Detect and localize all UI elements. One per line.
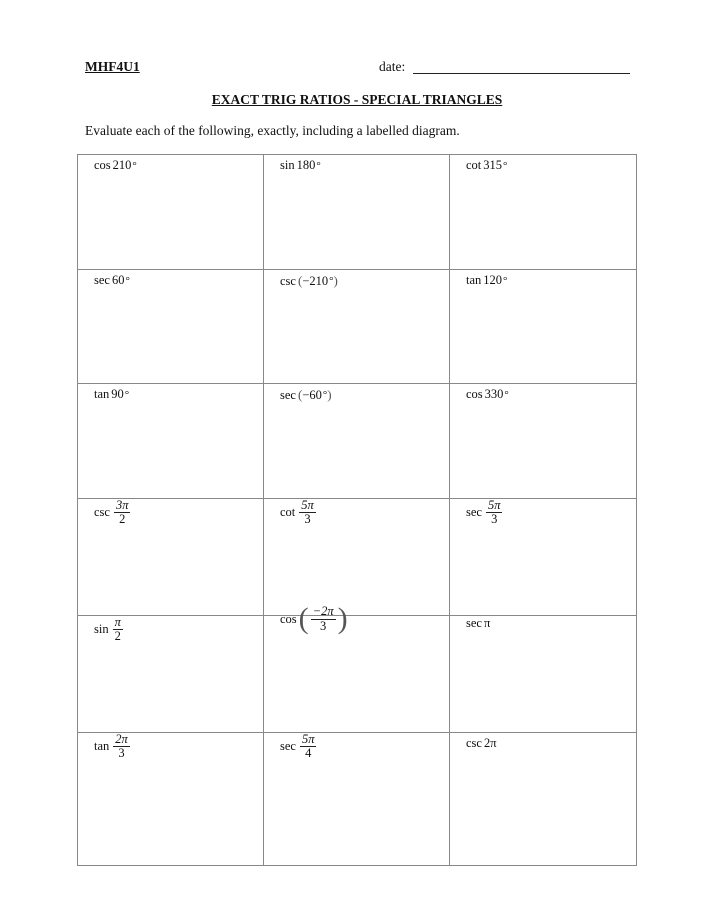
fraction	[113, 733, 130, 760]
denominator: 2	[119, 512, 126, 527]
problem-row	[78, 155, 636, 270]
answer-cell[interactable]	[78, 616, 264, 732]
trig-function: cos	[94, 158, 111, 172]
trig-expression	[94, 273, 130, 288]
close-paren: )	[327, 387, 332, 402]
answer-cell[interactable]	[264, 270, 450, 383]
trig-function: cot	[280, 505, 296, 520]
trig-expression	[466, 499, 504, 526]
trig-function: tan	[94, 739, 110, 754]
answer-cell[interactable]	[450, 733, 636, 865]
answer-cell[interactable]	[264, 499, 450, 615]
fraction	[486, 499, 503, 526]
trig-expression	[466, 273, 507, 288]
trig-function: cos	[466, 387, 483, 401]
problem-row	[78, 733, 636, 865]
trig-expression	[466, 387, 509, 402]
instructions: Evaluate each of the following, exactly, including a labelled diagram.	[85, 123, 460, 138]
problem-grid	[77, 154, 637, 866]
denominator: 2	[114, 629, 121, 644]
answer-cell[interactable]	[450, 384, 636, 498]
degree-symbol: °	[316, 159, 321, 172]
argument: 60	[111, 273, 125, 287]
trig-function: sec	[466, 616, 482, 630]
numerator: π	[114, 615, 121, 629]
fraction	[113, 616, 123, 643]
degree-symbol: °	[124, 388, 130, 401]
close-paren: )	[337, 602, 348, 635]
degree-symbol: °	[329, 275, 334, 287]
answer-cell[interactable]	[264, 155, 450, 269]
denominator: 3	[491, 512, 498, 527]
trig-expression	[466, 616, 490, 631]
argument: π	[483, 616, 491, 630]
trig-expression	[280, 604, 348, 634]
trig-expression	[280, 273, 338, 289]
trig-function: csc	[94, 505, 110, 520]
denominator: 3	[304, 512, 311, 527]
open-paren: (	[297, 273, 303, 288]
answer-cell[interactable]	[264, 384, 450, 498]
trig-function: sec	[280, 387, 296, 402]
denominator: 3	[118, 746, 125, 761]
answer-cell[interactable]	[450, 155, 636, 269]
date-label: date:	[379, 59, 406, 74]
answer-cell[interactable]	[78, 270, 264, 383]
argument: 315	[483, 158, 503, 172]
fraction	[299, 499, 316, 526]
trig-function: sin	[94, 622, 109, 637]
open-paren: (	[297, 387, 303, 402]
trig-expression	[94, 499, 132, 526]
trig-expression	[280, 499, 318, 526]
trig-function: tan	[466, 273, 482, 287]
argument: −60	[302, 387, 322, 402]
numerator: 5π	[301, 732, 315, 746]
fraction	[114, 499, 131, 526]
argument: 90	[111, 387, 124, 401]
trig-function: tan	[94, 387, 110, 401]
argument: 2π	[483, 736, 497, 750]
answer-cell[interactable]	[264, 733, 450, 865]
problem-row	[78, 384, 636, 499]
numerator: 5π	[301, 498, 314, 512]
fraction	[311, 605, 336, 632]
worksheet-title: EXACT TRIG RATIOS - SPECIAL TRIANGLES	[211, 92, 503, 107]
problem-row	[78, 270, 636, 384]
argument: −210	[302, 273, 329, 288]
course-code: MHF4U1	[85, 59, 140, 74]
trig-function: cot	[466, 158, 482, 172]
trig-expression	[94, 733, 132, 760]
trig-expression	[280, 158, 321, 173]
trig-expression	[94, 158, 137, 173]
degree-symbol: °	[125, 274, 130, 287]
answer-cell[interactable]	[450, 270, 636, 383]
degree-symbol: °	[503, 159, 508, 172]
trig-function: sec	[94, 273, 110, 287]
trig-function: sec	[280, 739, 296, 754]
degree-symbol: °	[503, 274, 508, 287]
numerator: −2π	[312, 604, 334, 619]
trig-function: sec	[466, 505, 482, 520]
answer-cell[interactable]	[78, 155, 264, 269]
degree-symbol: °	[322, 389, 328, 401]
argument: 180	[296, 158, 316, 172]
trig-function: cos	[280, 611, 297, 626]
trig-expression	[466, 158, 507, 173]
denominator: 4	[305, 746, 312, 761]
close-paren: )	[333, 273, 338, 288]
trig-expression	[94, 387, 129, 402]
date-blank-line[interactable]	[413, 73, 630, 74]
argument: 120	[483, 273, 503, 287]
problem-row	[78, 499, 636, 616]
argument: 330	[484, 387, 504, 401]
trig-expression	[280, 387, 332, 403]
degree-symbol: °	[504, 388, 509, 401]
trig-expression	[466, 736, 497, 751]
trig-function: csc	[466, 736, 482, 750]
numerator: 5π	[487, 498, 501, 512]
answer-cell[interactable]	[78, 384, 264, 498]
trig-expression	[280, 733, 318, 760]
argument: 210	[112, 158, 132, 172]
fraction	[300, 733, 317, 760]
open-paren: (	[298, 602, 309, 635]
trig-expression	[94, 616, 125, 643]
trig-function: sin	[280, 158, 295, 172]
trig-function: csc	[280, 273, 296, 288]
answer-cell[interactable]	[78, 733, 264, 865]
answer-cell[interactable]	[78, 499, 264, 615]
denominator: 3	[320, 618, 327, 633]
numerator: 2π	[115, 732, 128, 746]
answer-cell[interactable]	[450, 616, 636, 732]
numerator: 3π	[115, 498, 129, 512]
degree-symbol: °	[132, 159, 137, 172]
answer-cell[interactable]	[450, 499, 636, 615]
